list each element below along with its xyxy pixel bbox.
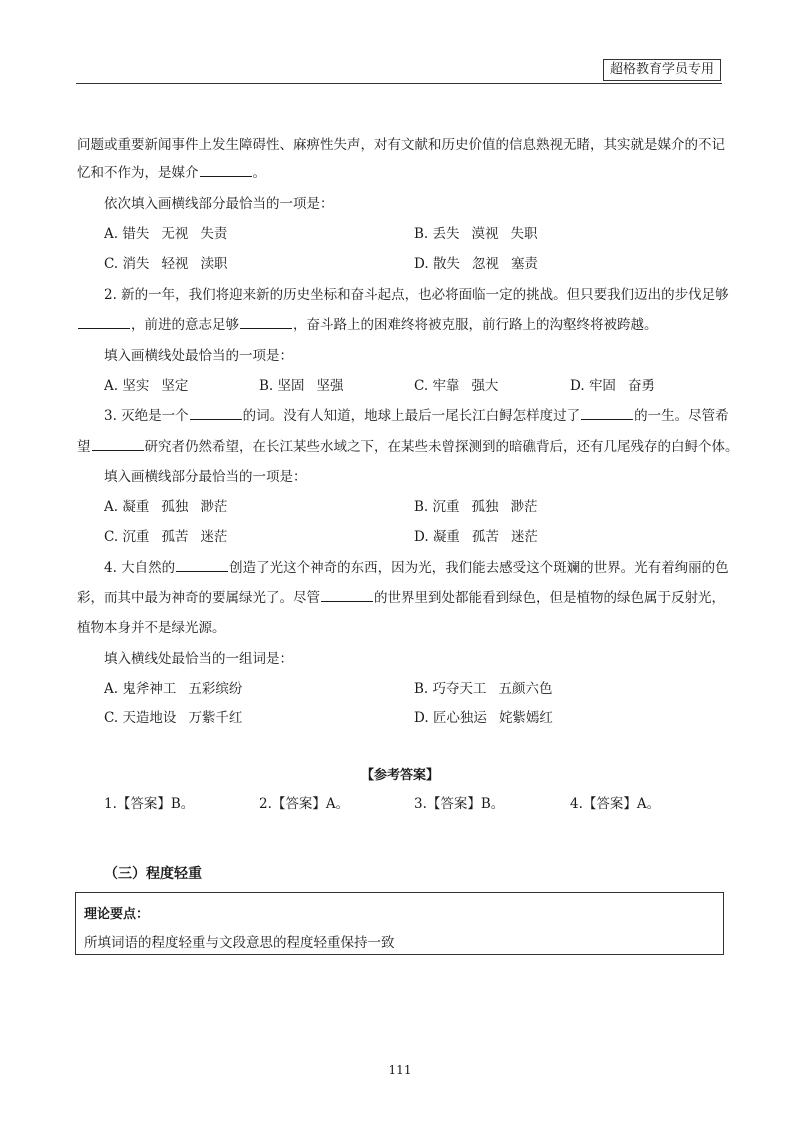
theory-heading: 理论要点： — [84, 907, 150, 922]
q3-prompt: 填入画横线部分最恰当的一项是： — [104, 469, 307, 485]
q1-option-d-word-2: 忽视 — [471, 256, 499, 272]
q2-option-d-word-2: 奋勇 — [627, 378, 655, 394]
q1-option-d-word-1: 散失 — [432, 256, 460, 272]
q2-option-a-word-1: 坚实 — [122, 378, 150, 394]
q3-option-d — [414, 525, 538, 545]
q1-option-c-word-3: 渎职 — [200, 256, 228, 272]
q3-blank-1 — [190, 406, 242, 420]
section-title: （三）程度轻重 — [104, 866, 202, 882]
q3-line-1 — [104, 404, 729, 424]
q1-option-a-word-1: 错失 — [122, 226, 150, 242]
theory-body: 所填词语的程度轻重与文段意思的程度轻重保持一致 — [84, 935, 395, 951]
q3-option-c-word-2: 孤苦 — [161, 529, 189, 545]
q4-blank-1 — [176, 558, 228, 572]
q2-option-c — [414, 374, 498, 394]
q1-option-a-letter: A. — [104, 226, 119, 242]
q2-option-c-letter: C. — [414, 378, 429, 394]
q2-option-b-letter: B. — [259, 378, 274, 394]
q3-option-c-word-1: 沉重 — [122, 529, 150, 545]
q1-option-a — [104, 222, 227, 242]
q2-option-a — [104, 374, 188, 394]
q2-option-b-word-2: 坚强 — [316, 378, 344, 394]
theory-box — [75, 892, 724, 955]
q1-option-a-word-2: 无视 — [161, 226, 189, 242]
q4-line-2 — [77, 586, 725, 606]
answers-title: 【参考答案】 — [360, 768, 439, 783]
q4-line-2-text-b: 的世界里到处都能看到绿色，但是植物的绿色属于反射光， — [374, 590, 725, 606]
q1-option-c-letter: C. — [104, 256, 119, 272]
q1-option-a-word-3: 失责 — [200, 226, 228, 242]
q3-line-1-text-a: 3. 灭绝是一个 — [104, 408, 189, 424]
q4-prompt: 填入横线处最恰当的一组词是： — [104, 651, 293, 667]
q1-option-c — [104, 252, 227, 272]
q2-blank-2 — [240, 315, 292, 329]
page-number: 111 — [388, 1063, 412, 1077]
q4-line-2-text-a: 彩，而其中最为神奇的要属绿光了。尽管 — [77, 590, 320, 606]
header-tag: 超格教育学员专用 — [603, 59, 721, 81]
q2-option-d-word-1: 牢固 — [588, 378, 616, 394]
q1-line-2 — [77, 161, 266, 181]
q4-option-b-word-1: 巧夺天工 — [432, 681, 487, 697]
q4-blank-2 — [321, 588, 373, 602]
q3-option-a — [104, 495, 227, 515]
q4-option-b-letter: B. — [414, 681, 429, 697]
q3-option-b-letter: B. — [414, 499, 429, 515]
q1-option-b-word-2: 漠视 — [471, 226, 499, 242]
q1-option-d-word-3: 塞责 — [510, 256, 538, 272]
answer-1: 1.【答案】B。 — [104, 796, 195, 812]
q3-option-b-word-3: 渺茫 — [510, 499, 538, 515]
q2-prompt: 填入画横线处最恰当的一项是： — [104, 348, 293, 364]
q4-option-b-word-2: 五颜六色 — [498, 681, 553, 697]
q2-option-c-word-1: 牢靠 — [432, 378, 460, 394]
q4-option-c-word-1: 天造地设 — [122, 710, 177, 726]
q3-line-2 — [77, 435, 739, 455]
q2-blank-1 — [78, 315, 130, 329]
q1-blank — [200, 163, 252, 177]
q2-option-d-letter: D. — [570, 378, 585, 394]
q3-line-1-text-c: 的一生。尽管希 — [634, 408, 729, 424]
q4-line-1 — [104, 556, 729, 576]
q4-line-1-text-a: 4. 大自然的 — [104, 560, 176, 576]
q4-option-d — [414, 706, 553, 726]
q4-option-a-word-1: 鬼斧神工 — [122, 681, 177, 697]
q2-option-c-word-2: 强大 — [471, 378, 499, 394]
q1-option-b-word-3: 失职 — [510, 226, 538, 242]
q1-option-c-word-2: 轻视 — [161, 256, 189, 272]
answer-4: 4.【答案】A。 — [570, 796, 661, 812]
q1-line-2-end: 。 — [252, 165, 266, 181]
q4-line-3: 植物本身并不是绿光源。 — [77, 620, 226, 636]
header-rule — [76, 83, 722, 84]
q3-option-c-letter: C. — [104, 529, 119, 545]
q3-blank-2 — [581, 406, 633, 420]
q3-option-b-word-2: 孤独 — [471, 499, 499, 515]
q4-option-c — [104, 706, 242, 726]
q4-option-c-word-2: 万紫千红 — [188, 710, 243, 726]
q2-line-2 — [77, 313, 658, 333]
q2-option-a-letter: A. — [104, 378, 119, 394]
q3-option-a-word-2: 孤独 — [161, 499, 189, 515]
q2-option-b — [259, 374, 344, 394]
q2-option-a-word-2: 坚定 — [161, 378, 189, 394]
answer-3: 3.【答案】B。 — [414, 796, 505, 812]
q3-blank-3 — [92, 437, 144, 451]
q3-option-d-word-2: 孤苦 — [471, 529, 499, 545]
q4-line-1-text-b: 创造了光这个神奇的东西，因为光，我们能去感受这个斑斓的世界。光有着绚丽的色 — [229, 560, 729, 576]
q1-line-2-text: 忆和不作为，是媒介 — [77, 165, 199, 181]
q3-option-a-letter: A. — [104, 499, 119, 515]
q3-option-c-word-3: 迷茫 — [200, 529, 228, 545]
q2-line-2-text-b: ，奋斗路上的困难终将被克服，前行路上的沟壑终将被跨越。 — [293, 317, 658, 333]
q2-line-2-text-a: ，前进的意志足够 — [131, 317, 239, 333]
q3-line-2-text-b: 研究者仍然希望，在长江某些水域之下，在某些未曾探测到的暗礁背后，还有几尾残存的白鲟个体。 — [144, 439, 739, 455]
q1-option-b-word-1: 丢失 — [432, 226, 460, 242]
q1-option-d — [414, 252, 538, 272]
q4-option-b — [414, 677, 553, 697]
q4-option-a-word-2: 五彩缤纷 — [188, 681, 243, 697]
q3-option-a-word-3: 渺茫 — [200, 499, 228, 515]
q1-option-c-word-1: 消失 — [122, 256, 150, 272]
q2-option-b-word-1: 坚固 — [277, 378, 305, 394]
q4-option-a — [104, 677, 242, 697]
q1-option-d-letter: D. — [414, 256, 429, 272]
q4-option-c-letter: C. — [104, 710, 119, 726]
q4-option-d-word-2: 姹紫嫣红 — [498, 710, 553, 726]
q2-option-d — [570, 374, 655, 394]
q3-option-a-word-1: 凝重 — [122, 499, 150, 515]
q3-option-b-word-1: 沉重 — [432, 499, 460, 515]
q2-line-1: 2. 新的一年，我们将迎来新的历史坐标和奋斗起点，也必将面临一定的挑战。但只要我们迈出的步伐足够 — [104, 287, 729, 303]
q3-option-d-word-1: 凝重 — [432, 529, 460, 545]
q1-line-1: 问题或重要新闻事件上发生障碍性、麻痹性失声，对有文献和历史价值的信息熟视无睹，其实就是媒介的不记 — [77, 137, 725, 153]
q3-option-c — [104, 525, 227, 545]
q3-line-2-text-a: 望 — [77, 439, 91, 455]
answer-2: 2.【答案】A。 — [259, 796, 350, 812]
q3-line-1-text-b: 的词。没有人知道，地球上最后一尾长江白鲟怎样度过了 — [242, 408, 581, 424]
q1-option-b-letter: B. — [414, 226, 429, 242]
q4-option-a-letter: A. — [104, 681, 119, 697]
q1-prompt: 依次填入画横线部分最恰当的一项是： — [104, 196, 334, 212]
q4-option-d-word-1: 匠心独运 — [432, 710, 487, 726]
q3-option-d-word-3: 迷茫 — [510, 529, 538, 545]
q3-option-b — [414, 495, 538, 515]
q4-option-d-letter: D. — [414, 710, 429, 726]
q1-option-b — [414, 222, 538, 242]
q3-option-d-letter: D. — [414, 529, 429, 545]
